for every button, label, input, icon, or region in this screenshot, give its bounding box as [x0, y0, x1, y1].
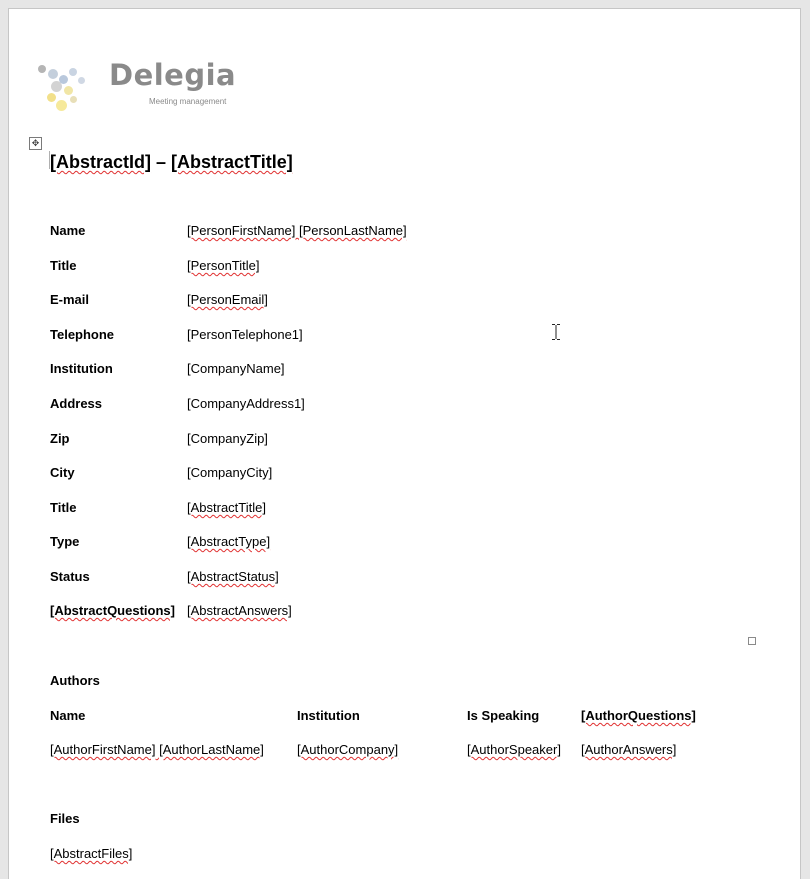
field-label: Name: [50, 223, 86, 238]
i-beam-cursor-icon: [552, 324, 560, 340]
logo-wordmark: Delegia: [109, 58, 237, 92]
field-value: [PersonTelephone1]: [187, 327, 303, 342]
author-company-cell[interactable]: [AuthorCompany]: [297, 742, 399, 757]
field-value: [AbstractTitle]: [187, 500, 266, 515]
field-value: [CompanyCity]: [187, 465, 273, 480]
field-label: Title: [50, 258, 77, 273]
field-label: Institution: [50, 361, 113, 376]
field-value: [AbstractType]: [187, 534, 271, 549]
field-label: Zip: [50, 431, 70, 446]
move-arrows-icon[interactable]: ✥: [29, 137, 42, 150]
authors-col-name: Name: [50, 708, 86, 723]
abstract-id: [AbstractId]: [50, 152, 152, 172]
author-name-cell[interactable]: [AuthorFirstName] [AuthorLastName]: [50, 742, 264, 757]
resize-square-icon[interactable]: [748, 637, 756, 645]
authors-heading: Authors: [50, 673, 100, 688]
field-label: Title: [50, 500, 77, 515]
field-label: Address: [50, 396, 103, 411]
field-label: Telephone: [50, 327, 115, 342]
field-label: Type: [50, 534, 80, 549]
author-speaker-cell[interactable]: [AuthorSpeaker]: [467, 742, 561, 757]
field-value: [CompanyName]: [187, 361, 285, 376]
authors-col-speaking: Is Speaking: [467, 708, 540, 723]
document-page: [8, 8, 801, 879]
authors-col-institution: Institution: [297, 708, 360, 723]
author-answers-cell[interactable]: [AuthorAnswers]: [581, 742, 677, 757]
logo-tagline: Meeting management: [149, 97, 227, 106]
abstract-heading[interactable]: [50, 152, 293, 173]
files-heading: Files: [50, 811, 80, 826]
field-label: [AbstractQuestions]: [50, 603, 175, 618]
field-value: [AbstractStatus]: [187, 569, 279, 584]
field-label: Status: [50, 569, 90, 584]
title-separator: –: [151, 152, 172, 172]
field-value: [PersonFirstName] [PersonLastName]: [187, 223, 407, 238]
abstract-title: [AbstractTitle]: [171, 152, 293, 172]
field-value: [PersonEmail]: [187, 292, 268, 307]
abstract-files[interactable]: [AbstractFiles]: [50, 846, 133, 861]
field-value: [CompanyZip]: [187, 431, 268, 446]
field-label: E-mail: [50, 292, 90, 307]
authors-col-questions: [AuthorQuestions]: [581, 708, 696, 723]
field-label: City: [50, 465, 75, 480]
field-value: [AbstractAnswers]: [187, 603, 292, 618]
delegia-logo: [36, 55, 237, 115]
field-value: [CompanyAddress1]: [187, 396, 305, 411]
field-value: [PersonTitle]: [187, 258, 260, 273]
